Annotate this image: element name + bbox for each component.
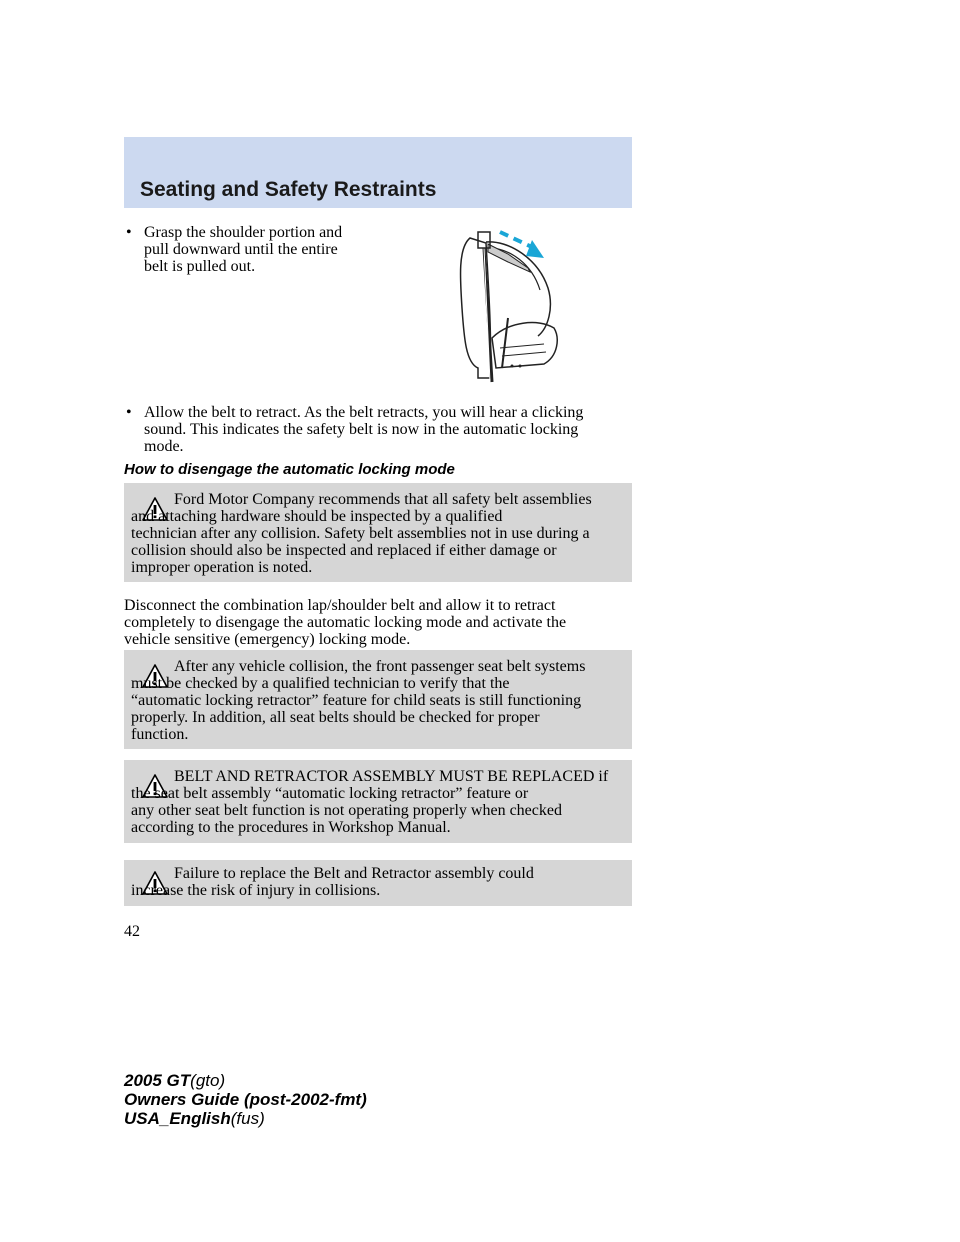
warning-line: BELT AND RETRACTOR ASSEMBLY MUST BE REPLACED if: [174, 768, 609, 785]
bullet-line: mode.: [144, 438, 184, 455]
section-title: Seating and Safety Restraints: [140, 178, 437, 201]
warning-line: increase the risk of injury in collisions.: [131, 882, 381, 899]
footer-bold: 2005 GT: [124, 1071, 191, 1090]
warning-line: “automatic locking retractor” feature for child seats is still functioning: [131, 692, 582, 709]
bullet-line: pull downward until the entire: [144, 241, 338, 258]
warning-box: [124, 860, 632, 906]
paragraph-line: Disconnect the combination lap/shoulder belt and allow it to retract: [124, 597, 556, 614]
bullet-line: belt is pulled out.: [144, 258, 256, 275]
warning-line: technician after any collision. Safety belt assemblies not in use during a: [131, 525, 590, 542]
footer-line: [124, 1109, 367, 1128]
warning-line: Ford Motor Company recommends that all safety belt assemblies: [174, 491, 592, 508]
bullet-marker: •: [126, 224, 132, 241]
footer-bold: Owners Guide (post-2002-fmt): [124, 1090, 367, 1109]
paragraph-line: vehicle sensitive (emergency) locking mode.: [124, 631, 411, 648]
footer-bold: USA_English: [124, 1109, 231, 1128]
warning-line: improper operation is noted.: [131, 559, 313, 576]
page-number: 42: [124, 923, 140, 940]
seat-belt-pull-illustration: [448, 218, 568, 390]
footer-line: [124, 1090, 367, 1109]
warning-line: After any vehicle collision, the front passenger seat belt systems: [174, 658, 586, 675]
bullet-line: sound. This indicates the safety belt is now in the automatic locking: [144, 421, 579, 438]
subheading: How to disengage the automatic locking mode: [124, 461, 455, 478]
warning-box: [124, 483, 632, 582]
warning-line: properly. In addition, all seat belts should be checked for proper: [131, 709, 540, 726]
warning-line: and attaching hardware should be inspected by a qualified: [131, 508, 503, 525]
warning-line: collision should also be inspected and replaced if either damage or: [131, 542, 557, 559]
warning-line: Failure to replace the Belt and Retractor assembly could: [174, 865, 534, 882]
bullet-line: Grasp the shoulder portion and: [144, 224, 343, 241]
bullet-marker: •: [126, 404, 132, 421]
footer-italic: (gto): [190, 1071, 226, 1090]
warning-line: any other seat belt function is not operating properly when checked: [131, 802, 562, 819]
footer-line: [124, 1071, 367, 1090]
warning-line: must be checked by a qualified technician to verify that the: [131, 675, 510, 692]
warning-line: function.: [131, 726, 189, 743]
document-footer: [124, 1071, 367, 1128]
warning-box: [124, 650, 632, 749]
body-paragraph: [124, 597, 634, 648]
warning-line: the seat belt assembly “automatic locking retractor” feature or: [131, 785, 529, 802]
warning-box: [124, 760, 632, 843]
footer-italic: (fus): [230, 1109, 265, 1128]
warning-line: according to the procedures in Workshop Manual.: [131, 819, 451, 836]
paragraph-line: completely to disengage the automatic locking mode and activate the: [124, 614, 567, 631]
bullet-line: Allow the belt to retract. As the belt retracts, you will hear a clicking: [144, 404, 584, 421]
